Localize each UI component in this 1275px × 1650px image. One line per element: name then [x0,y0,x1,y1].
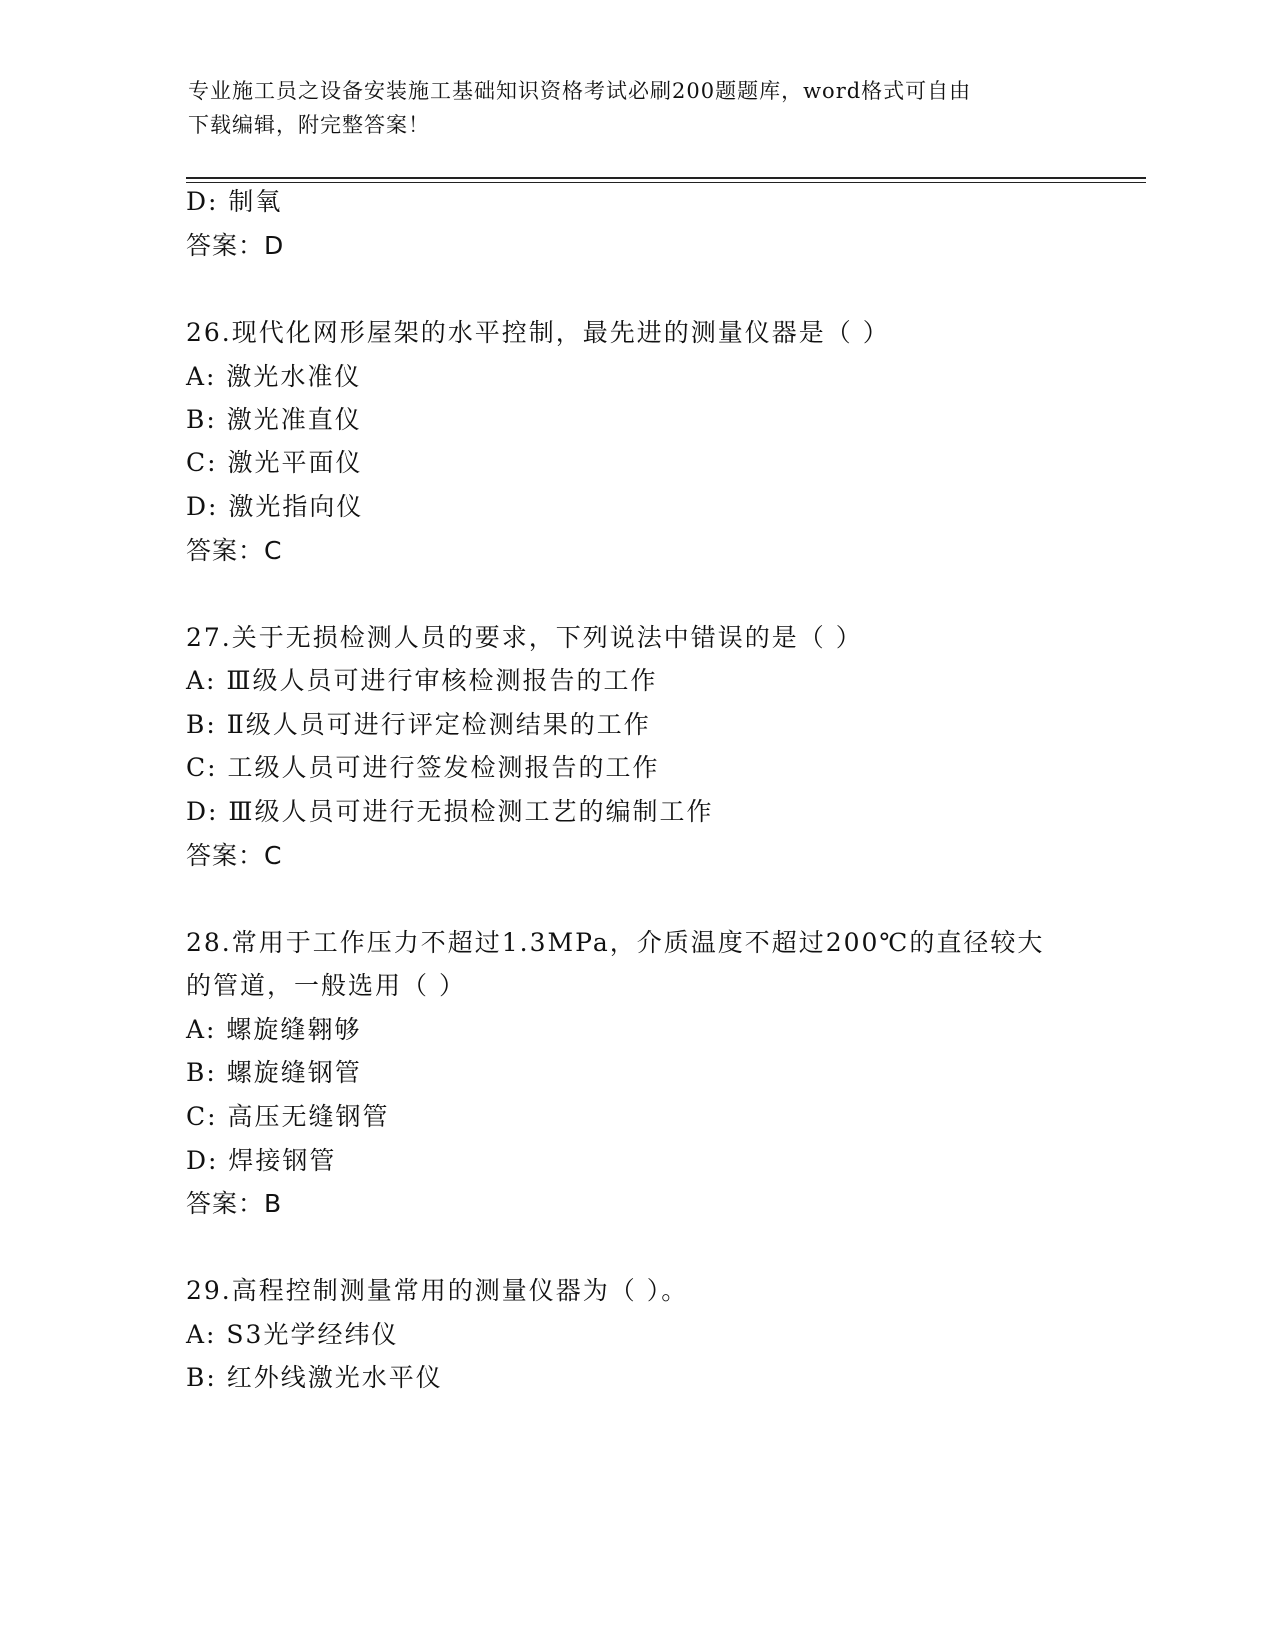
q29-option-b: B: 红外线激光水平仪 [186,1363,443,1392]
prev-option-d: D: 制氧 [186,187,283,216]
q26-option-d: D: 激光指向仪 [186,492,364,521]
q28-option-d: D: 焊接钢管 [186,1146,337,1175]
q28-answer: 答案：B [186,1189,283,1218]
document-header [188,74,1088,142]
q28-stem-line-2: 的管道，一般选用（ ） [186,971,466,1000]
header-line-1: 专业施工员之设备安装施工基础知识资格考试必刷200题题库，word格式可自由 [188,79,972,103]
header-divider-thin [186,182,1146,183]
q26-stem: 26.现代化网形屋架的水平控制，最先进的测量仪器是（ ） [186,318,890,347]
q29-stem: 29.高程控制测量常用的测量仪器为（ ）。 [186,1276,689,1305]
q28-option-b: B: 螺旋缝钢管 [186,1058,362,1087]
q26-option-c: C: 激光平面仪 [186,448,363,477]
q27-answer: 答案：C [186,841,283,870]
q28-option-c: C: 高压无缝钢管 [186,1102,390,1131]
q28-option-a: A: 螺旋缝翱够 [186,1015,362,1044]
q26-option-a: A: 激光水准仪 [186,362,362,391]
q28-stem-line-1: 28.常用于工作压力不超过1.3MPa，介质温度不超过200℃的直径较大 [186,928,1045,957]
q26-answer: 答案：C [186,536,283,565]
q27-option-d: D: Ⅲ级人员可进行无损检测工艺的编制工作 [186,797,714,826]
prev-answer: 答案：D [186,231,285,260]
q27-option-c: C: 工级人员可进行签发检测报告的工作 [186,753,660,782]
q29-option-a: A: S3光学经纬仪 [186,1320,399,1349]
header-divider-thick [186,177,1146,179]
q26-option-b: B: 激光准直仪 [186,405,362,434]
q27-option-a: A: Ⅲ级人员可进行审核检测报告的工作 [186,666,658,695]
header-line-2: 下载编辑，附完整答案！ [188,113,430,137]
q27-stem: 27.关于无损检测人员的要求，下列说法中错误的是（ ） [186,623,863,652]
q27-option-b: B: Ⅱ级人员可进行评定检测结果的工作 [186,710,651,739]
